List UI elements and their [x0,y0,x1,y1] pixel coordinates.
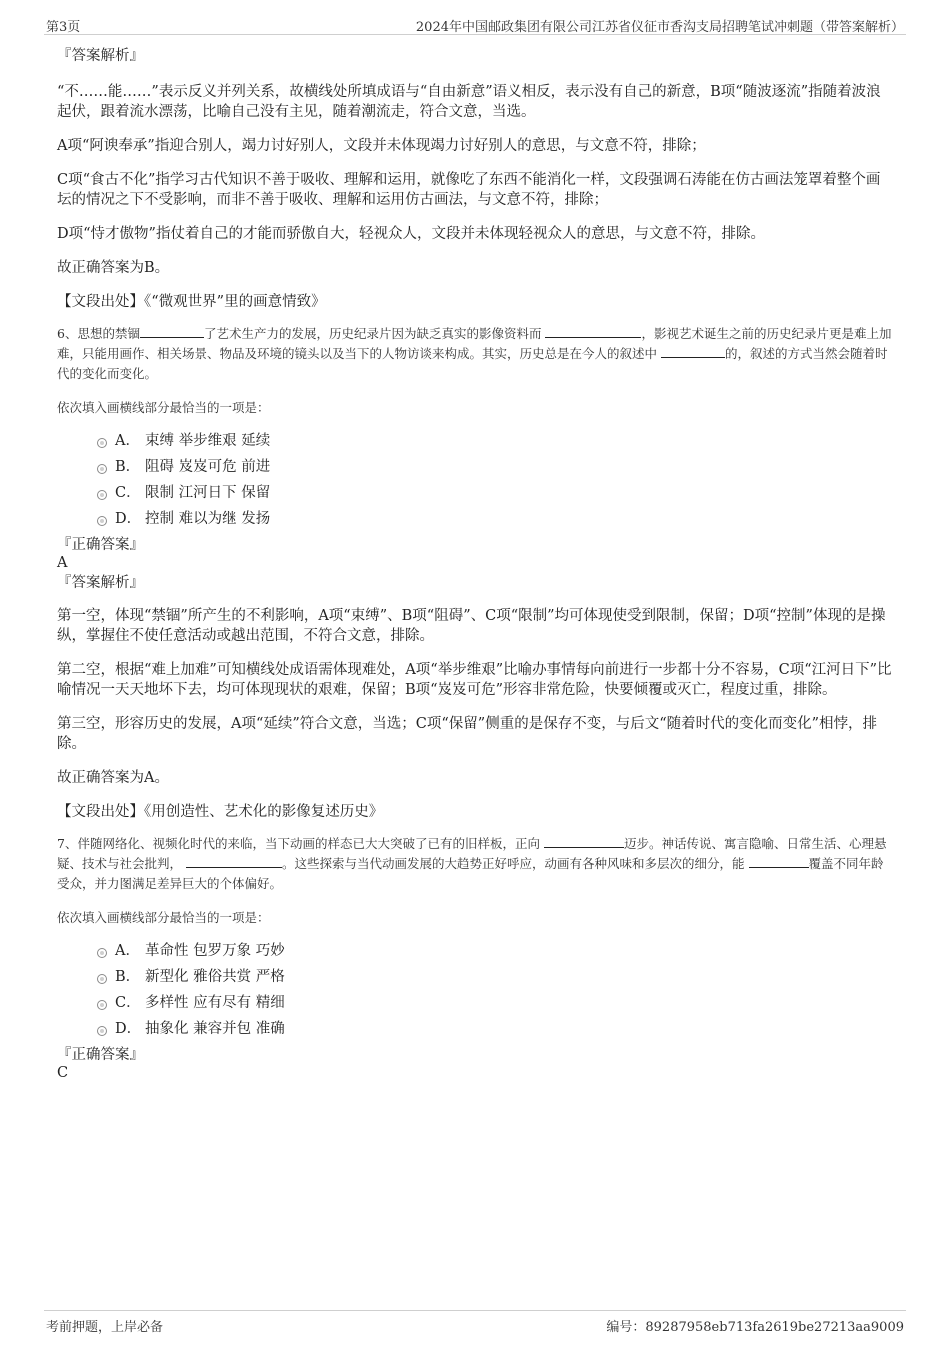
q7-stem-part-3: 。这些探索与当代动画发展的大趋势正好呼应，动画有各种风味和多层次的细分，能 [282,856,745,871]
radio-icon[interactable] [97,948,107,958]
q6-prompt: 依次填入画横线部分最恰当的一项是： [57,400,270,415]
q5-analysis-para-4: D项“恃才傲物”指仗着自己的才能而骄傲自大，轻视众人，文段并未体现轻视众人的意思，与文意不符，排除。 [57,226,765,242]
q7-prompt: 依次填入画横线部分最恰当的一项是： [57,910,270,925]
q6-answer-label: 『正确答案』 [57,537,144,553]
radio-icon[interactable] [97,438,107,448]
q5-analysis-para-1: “不……能……”表示反义并列关系，故横线处所填成语与“自由新意”语义相反，表示没有自己的新意，B项“随波逐流”指随着波浪起伏，跟着流水漂荡，比喻自己没有主见，随着潮流走，符合文意，当选。 [57,84,881,120]
option-letter: D． [115,511,142,527]
q6-blank-2 [545,325,641,338]
option-text: 抽象化 兼容并包 准确 [145,1021,285,1037]
document-title: 2024年中国邮政集团有限公司江苏省仪征市香沟支局招聘笔试冲刺题（带答案解析） [415,20,904,35]
q7-stem-part-2: 迈步。神话传说、寓言隐喻、日常生活、心理悬疑、技术与社会批判， [57,836,887,871]
q5-analysis-label: 『答案解析』 [57,48,144,64]
q6-answer: A [57,555,68,571]
q7-blank-3 [749,855,809,868]
q7-answer: C [57,1065,69,1081]
q7-answer-label: 『正确答案』 [57,1047,144,1063]
option-letter: C． [115,485,141,501]
q7-option-c[interactable] [57,990,893,1016]
q6-analysis-para-1: 第一空，体现“禁锢”所产生的不利影响，A项“束缚”、B项“阻碍”、C项“限制”均可体现使受到限制，保留；D项“控制”体现的是操纵，掌握住不使任意活动或越出范围，不符合文意，排除。 [57,608,886,644]
q6-option-b[interactable] [57,454,893,480]
page-content [57,44,893,1082]
option-letter: C． [115,995,141,1011]
option-text: 革命性 包罗万象 巧妙 [145,943,285,959]
option-text: 阻碍 岌岌可危 前进 [145,459,271,475]
option-text: 多样性 应有尽有 精细 [145,995,285,1011]
radio-icon[interactable] [97,974,107,984]
q7-options [57,938,893,1042]
page-footer [44,1310,906,1335]
q6-options [57,428,893,532]
q5-analysis-para-3: C项“食古不化”指学习古代知识不善于吸收、理解和运用，就像吃了东西不能消化一样，文段强调石涛能在仿古画法笼罩着整个画坛的情况之下不受影响，而非不善于吸收、理解和运用仿古画法，与文意不符，排除； [57,172,881,208]
option-text: 控制 难以为继 发扬 [145,511,271,527]
q5-analysis-para-2: A项“阿谀奉承”指迎合别人，竭力讨好别人，文段并未体现竭力讨好别人的意思，与文意不符，排除； [57,138,706,154]
q6-option-d[interactable] [57,506,893,532]
q7-option-b[interactable] [57,964,893,990]
q6-blank-3 [661,345,725,358]
radio-icon[interactable] [97,1026,107,1036]
option-text: 限制 江河日下 保留 [145,485,271,501]
option-letter: A． [115,943,140,959]
option-letter: A． [115,433,140,449]
q5-source: 【文段出处】《“微观世界”里的画意情致》 [57,294,326,310]
page-number: 第3页 [46,20,81,35]
option-letter: D． [115,1021,142,1037]
q7-blank-2 [186,855,282,868]
q6-stem-part-2: 了艺术生产力的发展，历史纪录片因为缺乏真实的影像资料而 [203,326,542,341]
q7-stem-part-4: 覆盖不同年龄受众，并力图满足差异巨大的个体偏好。 [57,856,884,891]
q6-blank-1 [140,325,204,338]
q6-analysis-label: 『答案解析』 [57,575,144,591]
q6-analysis-para-3: 第三空，形容历史的发展，A项“延续”符合文意，当选；C项“保留”侧重的是保存不变，与后文“随着时代的变化而变化”相悖，排除。 [57,716,878,752]
option-text: 束缚 举步维艰 延续 [145,433,271,449]
document-id: 编号：89287958eb713fa2619be27213aa9009 [606,1320,904,1335]
option-letter: B． [115,459,141,475]
radio-icon[interactable] [97,464,107,474]
page-header [44,14,906,35]
q7-stem-part-1: 7、伴随网络化、视频化时代的来临，当下动画的样态已大大突破了已有的旧样板，正向 [57,836,540,851]
q6-conclusion: 故正确答案为A。 [57,770,169,786]
q6-analysis-para-2: 第二空，根据“难上加难”可知横线处成语需体现难处，A项“举步维艰”比喻办事情每向前进行一步都十分不容易，C项“江河日下”比喻情况一天天地坏下去，均可体现现状的艰难，保留；B项“岌岌可危”形容非常危险，快要倾覆或灭亡，程度过重，排除。 [57,662,892,698]
radio-icon[interactable] [97,516,107,526]
q5-conclusion: 故正确答案为B。 [57,260,170,276]
radio-icon[interactable] [97,1000,107,1010]
q6-stem-part-1: 6、思想的禁锢 [57,326,140,341]
option-letter: B． [115,969,141,985]
q7-blank-1 [544,835,624,848]
q7-stem [57,834,893,894]
q7-option-a[interactable] [57,938,893,964]
radio-icon[interactable] [97,490,107,500]
option-text: 新型化 雅俗共赏 严格 [145,969,285,985]
q7-option-d[interactable] [57,1016,893,1042]
q6-stem [57,324,893,384]
q6-source: 【文段出处】《用创造性、艺术化的影像复述历史》 [57,804,384,820]
footer-slogan: 考前押题，上岸必备 [46,1320,164,1335]
q6-stem-part-4: 的，叙述的方式当然会随着时代的变化而变化。 [57,346,888,381]
q6-stem-part-3: ，影视艺术诞生之前的历史纪录片更是难上加难，只能用画作、相关场景、物品及环境的镜头以及当下的人物访谈来构成。其实，历史总是在今人的叙述中 [57,326,892,361]
q6-option-a[interactable] [57,428,893,454]
q6-option-c[interactable] [57,480,893,506]
